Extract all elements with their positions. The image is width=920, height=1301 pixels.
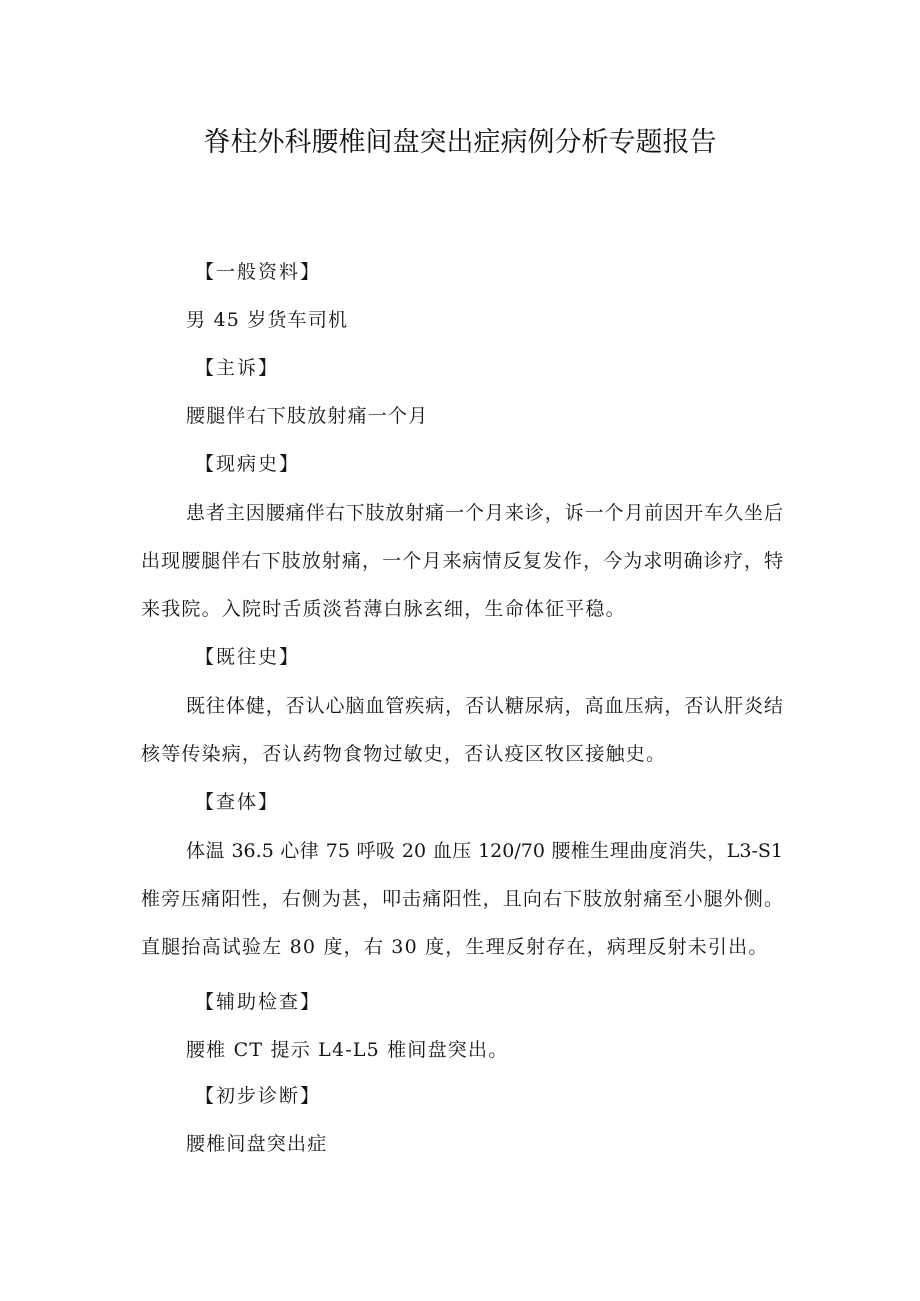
exam-line: 直腿抬高试验左 80 度，右 30 度，生理反射存在，病理反射未引出。: [141, 936, 769, 958]
exam-line: 体温 36.5 心律 75 呼吸 20 血压 120/70 腰椎生理曲度消失，L3-S1: [186, 840, 783, 862]
document-title: 脊柱外科腰椎间盘突出症病例分析专题报告: [203, 127, 717, 158]
section-heading-present-history: 【现病史】: [195, 453, 301, 475]
auxiliary-text: 腰椎 CT 提示 L4-L5 椎间盘突出。: [186, 1039, 509, 1061]
section-heading-past-history: 【既往史】: [195, 646, 301, 668]
present-history-line: 出现腰腿伴右下肢放射痛，一个月来病情反复发作，今为求明确诊疗，特: [141, 550, 783, 572]
past-history-line: 既往体健，否认心脑血管疾病，否认糖尿病，高血压病，否认肝炎结: [186, 695, 783, 717]
diagnosis-text: 腰椎间盘突出症: [186, 1133, 328, 1155]
section-heading-complaint: 【主诉】: [195, 357, 280, 379]
section-heading-auxiliary: 【辅助检查】: [195, 991, 322, 1013]
section-heading-diagnosis: 【初步诊断】: [195, 1085, 322, 1107]
past-history-line: 核等传染病，否认药物食物过敏史，否认疫区牧区接触史。: [141, 743, 667, 765]
section-heading-exam: 【查体】: [195, 791, 280, 813]
present-history-line: 来我院。入院时舌质淡苔薄白脉玄细，生命体征平稳。: [141, 598, 626, 620]
exam-line: 椎旁压痛阳性，右侧为甚，叩击痛阳性，且向右下肢放射痛至小腿外侧。: [141, 888, 783, 910]
general-info-text: 男 45 岁货车司机: [186, 309, 349, 331]
section-heading-general: 【一般资料】: [195, 261, 322, 283]
complaint-text: 腰腿伴右下肢放射痛一个月: [186, 405, 429, 427]
present-history-line: 患者主因腰痛伴右下肢放射痛一个月来诊，诉一个月前因开车久坐后: [186, 502, 783, 524]
